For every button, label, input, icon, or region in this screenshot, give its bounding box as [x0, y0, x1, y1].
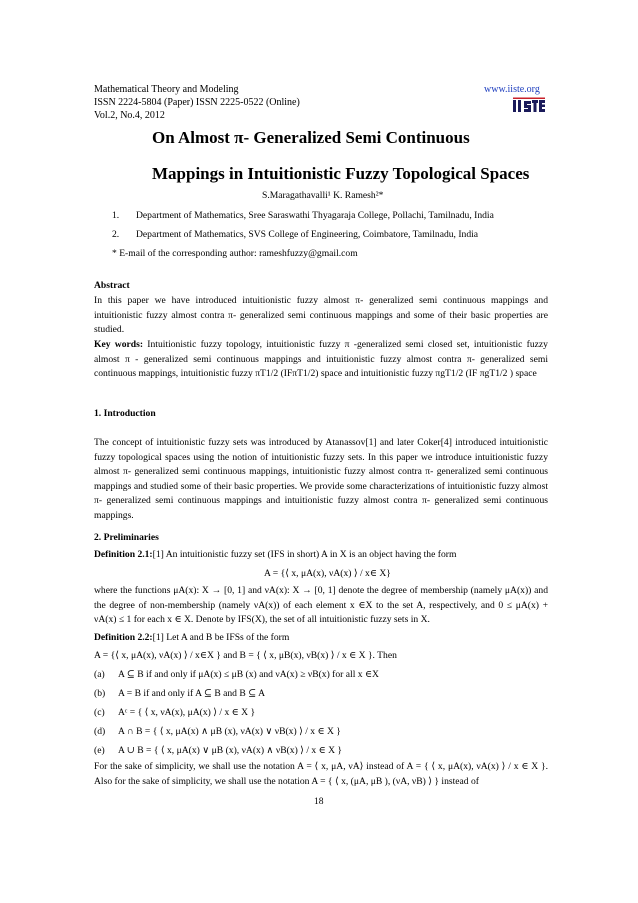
paper-title-line-1: On Almost π- Generalized Semi Continuous	[152, 128, 470, 147]
introduction-text: The concept of intuitionistic fuzzy sets was introduced by Atanassov[1] and later Coker[4] introduced intuitionistic fuzzy topological spaces using the notion of intuitionistic fuzzy sets. In this paper we introduce intuitionistic fuzzy almost π- generalized semi continuous mappings, intuitionistic fuzzy almost contra π- generalized semi continuous mappings and studied some of their basic properties. We provide some characterizations of intuitionistic fuzzy almost π- generalized semi continuous mappings and intuitionistic fuzzy almost contra π- generalized semi continuous mappings.	[94, 437, 548, 521]
item-c-label: (c)	[94, 707, 105, 718]
affiliation-2-number: 2.	[112, 229, 120, 240]
authors: S.Maragathavalli¹ K. Ramesh²*	[262, 190, 384, 201]
item-b-label: (b)	[94, 688, 106, 699]
affiliation-2: Department of Mathematics, SVS College of Engineering, Coimbatore, Tamilnadu, India	[136, 229, 479, 240]
issn-line: ISSN 2224-5804 (Paper) ISSN 2225-0522 (Online)	[94, 97, 300, 108]
definition-2-2-text: [1] Let A and B be IFSs of the form	[152, 632, 290, 643]
affiliation-1: Department of Mathematics, Sree Saraswathi Thyagaraja College, Pollachi, Tamilnadu, India	[136, 210, 494, 221]
item-a-label: (a)	[94, 669, 105, 680]
definition-2-1-label: Definition 2.1:	[94, 549, 153, 560]
definition-2-1-explanation: where the functions μA(x): X → [0, 1] and νA(x): X → [0, 1] denote the degree of membership (namely μA(x)) and the degree of non-membership (namely νA(x)) of each element x ∈X to the set A, respectively, and 0 ≤ μA(x) + νA(x) ≤ 1 for each x ∈ X. Denote by IFS(X), the set of all intuitionistic fuzzy sets in X.	[94, 585, 548, 626]
closing-paragraph: For the sake of simplicity, we shall use the notation A = ⟨ x, μA, νA⟩ instead of A = { ⟨ x, μA(x), νA(x) ⟩ / x ∈ X }. Also for the sake of simplicity, we shall use the notation A = { ⟨ x, (μA, μB ), (νA, νB) ⟩ } instead of	[94, 761, 548, 787]
definition-2-2	[94, 632, 289, 644]
affiliation-1-number: 1.	[112, 210, 120, 221]
page-number: 18	[314, 796, 324, 807]
definition-2-2-label: Definition 2.2:	[94, 632, 153, 643]
item-e-label: (e)	[94, 745, 105, 756]
corresponding-email: * E-mail of the corresponding author: rameshfuzzy@gmail.com	[112, 248, 358, 259]
definition-2-1-formula: A = {⟨ x, μA(x), νA(x) ⟩ / x∈ X}	[264, 568, 391, 579]
journal-website-link[interactable]: www.iiste.org	[484, 84, 540, 95]
iiste-logo	[512, 97, 546, 113]
definition-2-2-forms: A = {⟨ x, μA(x), νA(x) ⟩ / x∈X } and B = { ⟨ x, μB(x), νB(x) ⟩ / x ∈ X }. Then	[94, 650, 397, 661]
keywords-label: Key words:	[94, 339, 144, 350]
item-b: A = B if and only if A ⊆ B and B ⊆ A	[118, 688, 266, 699]
introduction-heading: 1. Introduction	[94, 408, 156, 419]
abstract-text: In this paper we have introduced intuitionistic fuzzy almost π- generalized semi continuous mappings and intuitionistic fuzzy almost contra π- generalized semi continuous mappings and some of their basic properties are studied.	[94, 295, 548, 336]
definition-2-1	[94, 549, 456, 561]
item-d-label: (d)	[94, 726, 106, 737]
item-d: A ∩ B = { ⟨ x, μA(x) ∧ μB (x), νA(x) ∨ νB(x) ⟩ / x ∈ X }	[118, 726, 341, 737]
paper-title-line-2: Mappings in Intuitionistic Fuzzy Topological Spaces	[152, 164, 530, 183]
item-e: A ∪ B = { ⟨ x, μA(x) ∨ μB (x), νA(x) ∧ νB(x) ⟩ / x ∈ X }	[118, 745, 343, 756]
definition-2-1-text: [1] An intuitionistic fuzzy set (IFS in short) A in X is an object having the form	[152, 549, 457, 560]
keywords-paragraph	[94, 338, 548, 382]
item-c: Aᶜ = { ⟨ x, νA(x), μA(x) ⟩ / x ∈ X }	[118, 707, 256, 718]
keywords-text: Intuitionistic fuzzy topology, intuitionistic fuzzy π -generalized semi closed set, intuitionistic fuzzy almost π - generalized semi continuous mappings and intuitionistic fuzzy almost contra π- generalized semi continuous mappings, intuitionistic fuzzy πT1/2 (IFπT1/2) space and intuitionistic fuzzy πgT1/2 (IF πgT1/2 ) space	[94, 339, 548, 380]
abstract-heading: Abstract	[94, 280, 130, 291]
preliminaries-heading: 2. Preliminaries	[94, 532, 159, 543]
journal-name: Mathematical Theory and Modeling	[94, 84, 239, 95]
item-a: A ⊆ B if and only if μA(x) ≤ μB (x) and νA(x) ≥ νB(x) for all x ∈X	[118, 669, 379, 680]
volume-line: Vol.2, No.4, 2012	[94, 110, 165, 121]
